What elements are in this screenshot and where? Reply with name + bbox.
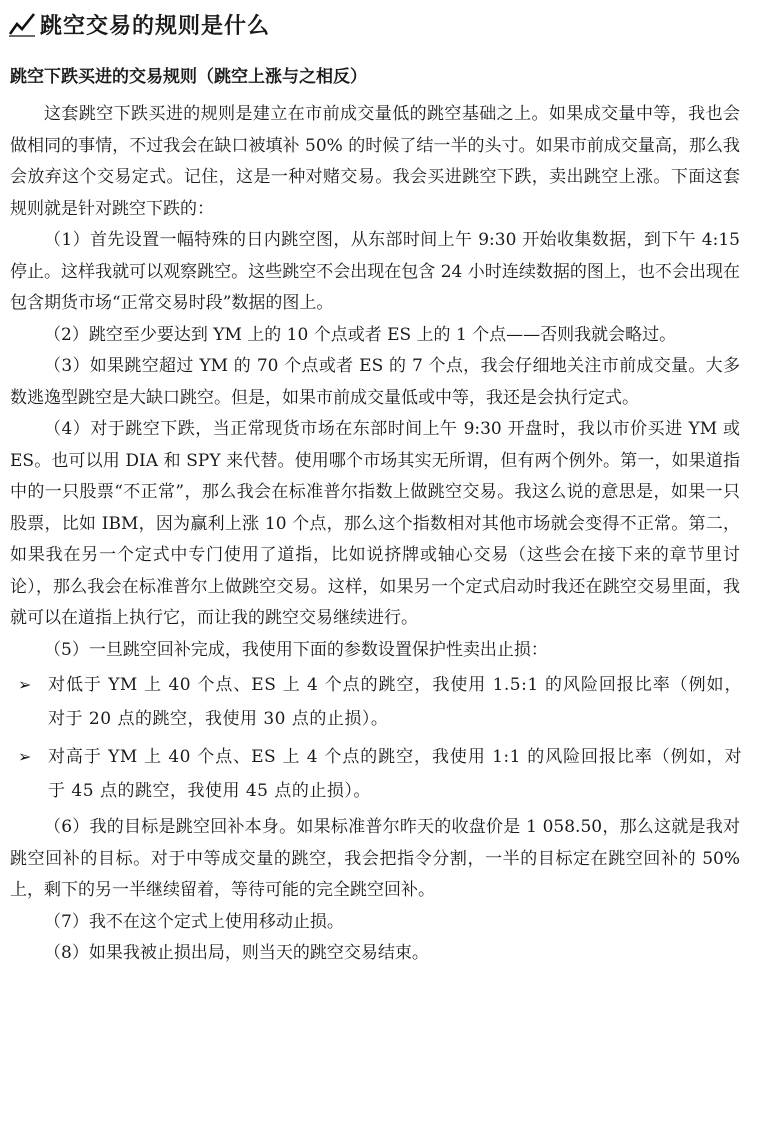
rule-2: （2）跳空至少要达到 YM 上的 10 个点或者 ES 上的 1 个点——否则我就会略过。	[44, 324, 677, 345]
rule-6: （6）我的目标是跳空回补本身。如果标准普尔昨天的收盘价是 1 058.50，那么这就是我对跳空回补的目标。对于中等成交量的跳空，我会把指令分割，一半的目标定在跳空回补的 50% 上，剩下的另一半继续留着，等待可能的完全跳空回补。	[10, 817, 740, 900]
arrow-bullet-icon: ➢	[18, 675, 32, 694]
bullet-item-1	[8, 668, 742, 736]
intro-paragraph: 这套跳空下跌买进的规则是建立在市前成交量低的跳空基础之上。如果成交量中等，我也会做相同的事情，不过我会在缺口被填补 50% 的时候了结一半的头寸。如果市前成交量高，那么我会放弃这个交易定式。记住，这是一种对赌交易。我会买进跳空下跌，卖出跳空上涨。下面这套规则就是针对跳空下跌的：	[10, 104, 740, 219]
rule-1: （1）首先设置一幅特殊的日内跳空图，从东部时间上午 9:30 开始收集数据，到下午 4:15 停止。这样我就可以观察跳空。这些跳空不会出现在包含 24 小时连续数据的图上，也不会出现在包含期货市场“正常交易时段”数据的图上。	[10, 230, 740, 313]
section-title-row	[8, 6, 742, 42]
bullet-text: 对低于 YM 上 40 个点、ES 上 4 个点的跳空，我使用 1.5:1 的风险回报比率（例如，对于 20 点的跳空，我使用 30 点的止损）。	[48, 675, 742, 729]
arrow-bullet-icon: ➢	[18, 747, 32, 766]
rule-8: （8）如果我被止损出局，则当天的跳空交易结束。	[44, 943, 429, 963]
bullet-item-2	[8, 740, 742, 808]
rule-7: （7）我不在这个定式上使用移动止损。	[44, 911, 344, 932]
trend-line-icon	[8, 11, 36, 37]
rule-4: （4）对于跳空下跌，当正常现货市场在东部时间上午 9:30 开盘时，我以市价买进 YM 或 ES。也可以用 DIA 和 SPY 来代替。使用哪个市场其实无所谓，但有两个例外。第一，如果道指中的一只股票“不正常”，那么我会在标准普尔指数上做跳空交易。我这么说的意思是，如果一只股票，比如 IBM，因为赢利上涨 10 个点，那么这个指数相对其他市场就会变得不正常。第二，如果我在另一个定式中专门使用了道指，比如说挤牌或轴心交易（这些会在接下来的章节里讨论），那么我会在标准普尔上做跳空交易。这样，如果另一个定式启动时我还在跳空交易里面，我就可以在道指上执行它，而让我的跳空交易继续进行。	[10, 419, 740, 628]
rule-5: （5）一旦跳空回补完成，我使用下面的参数设置保护性卖出止损：	[44, 639, 548, 660]
rules-heading: 跳空下跌买进的交易规则（跳空上涨与之相反）	[10, 67, 367, 87]
rule-3: （3）如果跳空超过 YM 的 70 个点或者 ES 的 7 个点，我会仔细地关注市前成交量。大多数逃逸型跳空是大缺口跳空。但是，如果市前成交量低或中等，我还是会执行定式。	[10, 356, 740, 408]
section-title: 跳空交易的规则是什么	[40, 13, 271, 39]
bullet-text: 对高于 YM 上 40 个点、ES 上 4 个点的跳空，我使用 1:1 的风险回报比率（例如，对于 45 点的跳空，我使用 45 点的止损）。	[48, 747, 742, 801]
